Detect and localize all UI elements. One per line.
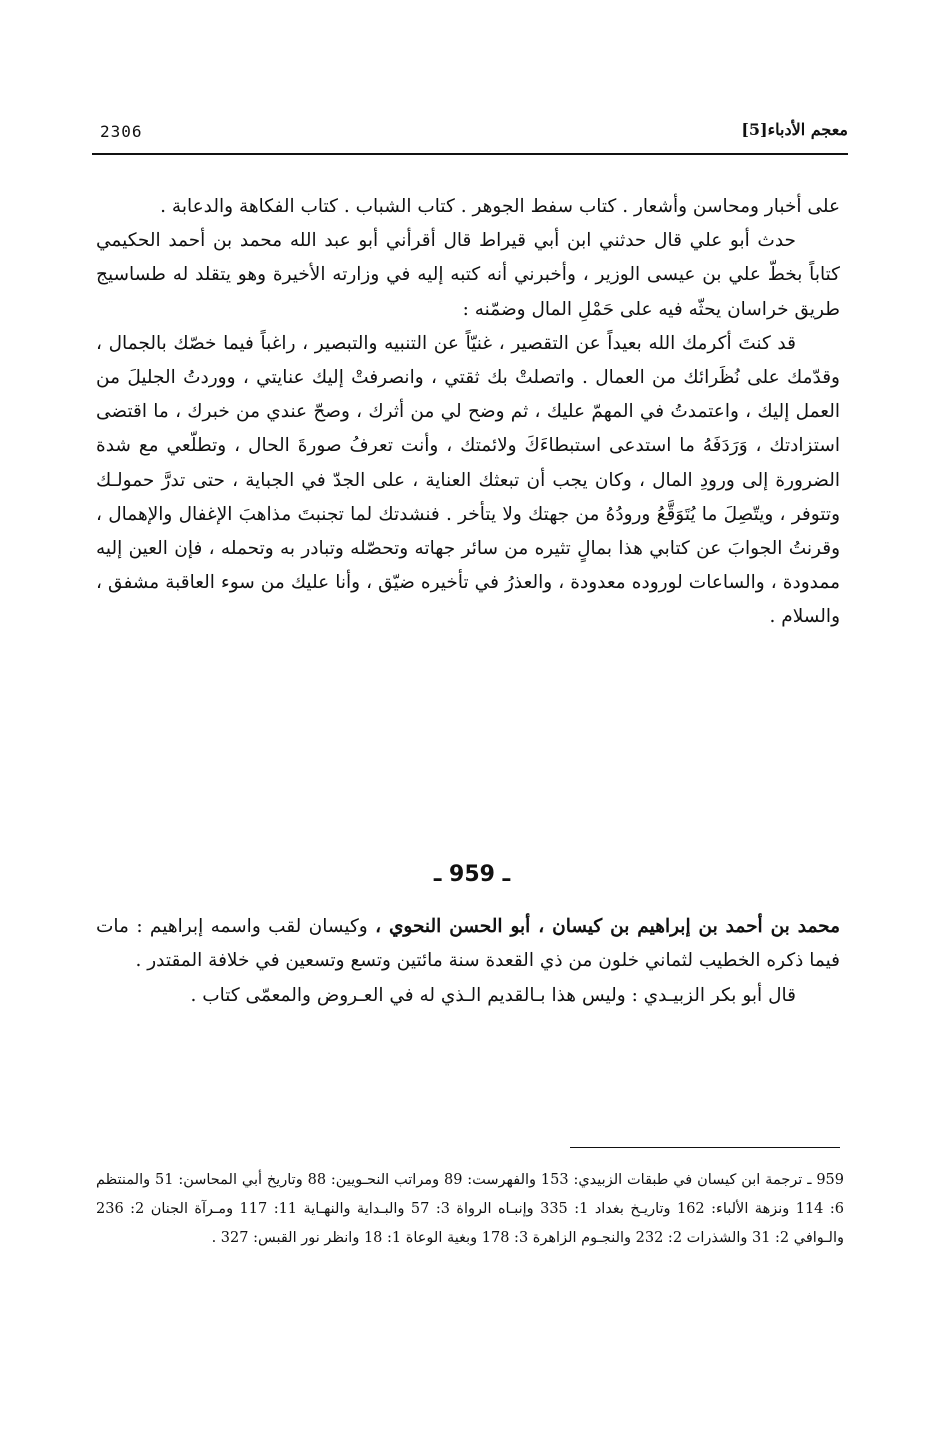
entry-name: محمد بن أحمد بن إبراهيم بن كيسان ، أبو الحسن النحوي ، xyxy=(375,916,840,937)
footnote-divider xyxy=(570,1147,840,1148)
running-header xyxy=(92,118,848,152)
book-title: معجم الأدباء[5] xyxy=(741,120,848,139)
entry-number: ـ 959 ـ xyxy=(433,862,511,887)
quote-paragraph: قال أبو بكر الزبيـدي : وليس هذا بـالقديم الـذي له في العـروض والمعمّى كتاب . xyxy=(190,984,796,1006)
page-number: 2306 xyxy=(100,122,143,141)
entry-text: وكيسان لقب واسمه إبراهيم : مات فيما ذكره الخطيب لثماني خلون من ذي القعدة سنة مائتين وتسع وتسعين في خلافة المقتدر . xyxy=(96,916,840,972)
biography-entry xyxy=(96,910,840,1013)
biography-paragraph xyxy=(96,910,840,979)
header-divider xyxy=(92,153,848,155)
main-text xyxy=(96,190,840,635)
paragraph-letter: قد كنتَ أكرمك الله بعيداً عن التقصير ، غنيّاً عن التنبيه والتبصير ، راغباً فيما خصّك بالجمال ، وقدّمك على نُظَرائك من العمال . واتصلتْ بك ثقتي ، وانصرفتْ إليك عنايتي ، ووردتُ الجليلَ من العمل إليك ، واعتمدتُ في المهمّ عليك ، ثم وضح لي من أثرك ، وصحّ عندي من خبرك ، ما اقتضى استزادتك ، وَرَدَفَهُ ما استدعى استبطاءَكَ ولائمتك ، وأنت تعرفُ صورةَ الحال ، وتطلّعي مع شدة الضرورة إلى ورودِ المال ، وكان يجب أن تبعثك العناية ، على الجدّ في الجباية ، حتى تدرَّ حمولـك وتتوفر ، ويتّصِلَ ما يُتَوَقَّعُ ورودُهُ من جهتك ولا يتأخر . فنشدتك لما تجنبتَ مذاهبَ الإغفال والإهمال ، وقرنتُ الجوابَ عن كتابي هذا بمالٍ تثيره من سائر جهاته وتحصّله وتبادر به وتحمله ، فإن العين إليه ممدودة ، والساعات لوروده معدودة ، والعذرُ في تأخيره ضيّق ، وأنا عليك من سوء العاقبة مشفق ، والسلام . xyxy=(96,332,840,628)
paragraph-continuation: على أخبار ومحاسن وأشعار . كتاب سفط الجوهر . كتاب الشباب . كتاب الفكاهة والدعابة . xyxy=(160,196,840,217)
paragraph-narration: حدث أبو علي قال حدثني ابن أبي قيراط قال أقرأني أبو عبد الله محمد بن أحمد الحكيمي كتاباً بخطّ علي بن عيسى الوزير ، وأخبرني أنه كتبه إليه في وزارته الأخيرة وهو يتقلد له طساسيج طريق خراسان يحثّه فيه على حَمْلِ المال وضمّنه : xyxy=(96,230,840,320)
footnote: 959 ـ ترجمة ابن كيسان في طبقات الزبيدي: 153 والفهرست: 89 ومراتب النحـويين: 88 وتاريخ أبي المحاسن: 51 والمنتظم 6: 114 ونزهة الألباء: 162 وتاريـخ بغداد 1: 335 وإنبـاه الرواة 3: 57 والبـداية والنهـاية 11: 117 ومـرآة الجنان 2: 236 والـوافي 2: 31 والشذرات 2: 232 والنجـوم الزاهرة 3: 178 وبغية الوعاة 1: 18 وانظر نور القبس: 327 . xyxy=(96,1172,844,1246)
